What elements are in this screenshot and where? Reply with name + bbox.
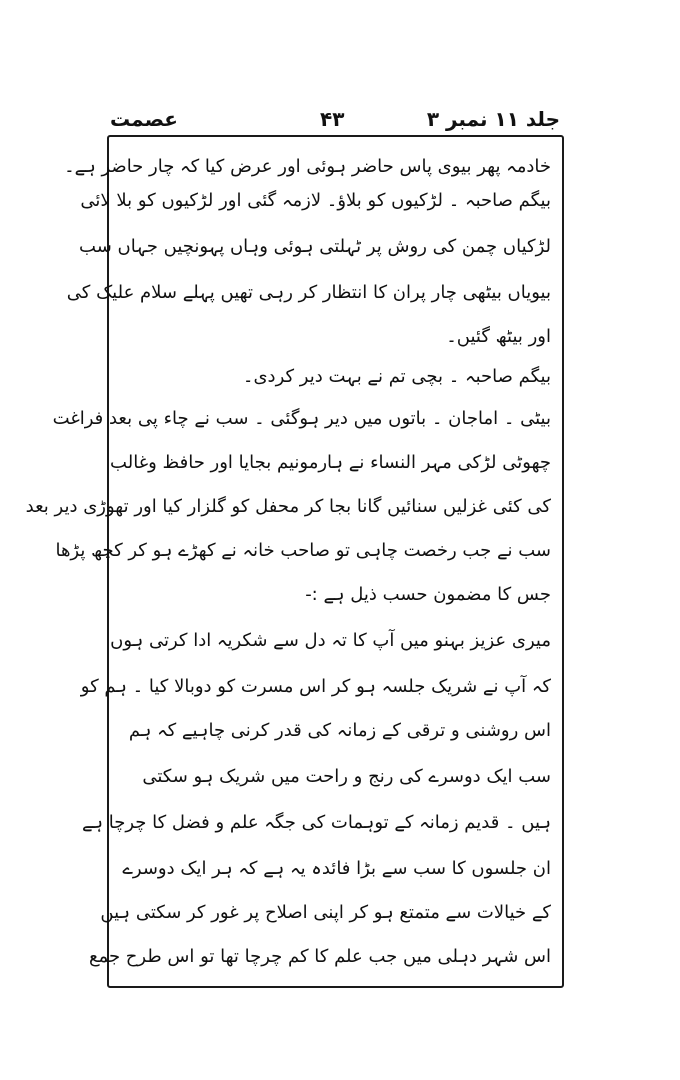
text-line: بیویاں بیٹھی چار پران کا انتظار کر رہی تھیں پہلے سلام علیک کی — [66, 282, 551, 303]
text-line: چھوٹی لڑکی مہر النساء نے ہارمونیم بجایا اور حافظ وغالب — [110, 452, 551, 473]
text-line: سب ایک دوسرے کی رنج و راحت میں شریک ہو سکتی — [142, 766, 551, 787]
volume-number: جلد ۱۱ نمبر ۳ — [426, 107, 560, 131]
text-line: اس روشنی و ترقی کے زمانہ کی قدر کرنی چاہیے کہ ہم — [128, 720, 551, 741]
text-line: لڑکیاں چمن کی روش پر ٹہلتی ہوئی وہاں پہونچیں جہاں سب — [79, 236, 551, 257]
text-line: میری عزیز بہنو میں آپ کا تہ دل سے شکریہ ادا کرتی ہوں — [110, 630, 551, 651]
text-line: جس کا مضمون حسب ذیل ہے :- — [305, 584, 551, 605]
text-line: ان جلسوں کا سب سے بڑا فائدہ یہ ہے کہ ہر ایک دوسرے — [122, 858, 551, 879]
text-line: کے خیالات سے متمتع ہو کر اپنی اصلاح پر غور کر سکتی ہیں — [100, 902, 551, 923]
text-line: کی کئی غزلیں سنائیں گانا بجا کر محفل کو گلزار کیا اور تھوڑی دیر بعد — [25, 496, 551, 517]
text-line: بیٹی ۔ اماجان ۔ باتوں میں دیر ہوگئی ۔ سب نے چاء پی بعد فراغت — [52, 408, 551, 429]
running-header — [110, 104, 560, 134]
text-line: اور بیٹھ گئیں۔ — [446, 326, 551, 347]
text-line: بیگم صاحبہ ۔ بچی تم نے بہت دیر کردی۔ — [242, 366, 551, 387]
text-line: ہیں ۔ قدیم زمانہ کے توہمات کی جگہ علم و فضل کا چرچا ہے — [81, 812, 551, 833]
text-line: کہ آپ نے شریک جلسہ ہو کر اس مسرت کو دوبالا کیا ۔ ہم کو — [80, 676, 551, 697]
text-line: اس شہر دہلی میں جب علم کا کم چرچا تھا تو اس طرح جمع — [88, 946, 551, 967]
magazine-title: عصمت — [110, 107, 178, 131]
page-number: ۴۳ — [320, 107, 345, 131]
text-line: سب نے جب رخصت چاہی تو صاحب خانہ نے کھڑے ہو کر کچھ پڑھا — [55, 540, 551, 561]
text-line: خادمہ پھر بیوی پاس حاضر ہوئی اور عرض کیا کہ چار حاضر ہے۔ — [64, 156, 551, 177]
text-line: بیگم صاحبہ ۔ لڑکیوں کو بلاؤ۔ لازمہ گئی اور لڑکیوں کو بلا لائی — [80, 190, 551, 211]
